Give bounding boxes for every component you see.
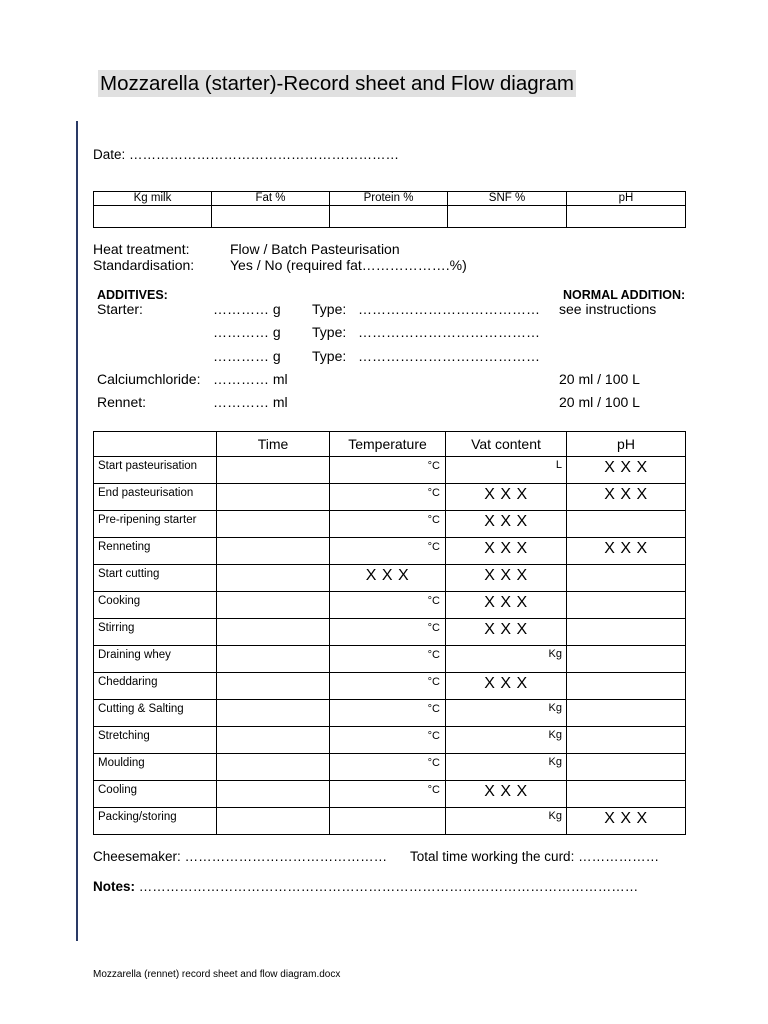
time-cell[interactable] <box>217 619 330 646</box>
time-cell[interactable] <box>217 673 330 700</box>
unit-label: L <box>555 459 562 471</box>
unit-label: Kg <box>548 729 562 741</box>
vat-cell <box>446 511 567 538</box>
starter-type-label-2: Type: <box>312 324 347 340</box>
step-cell <box>94 619 217 646</box>
time-cell[interactable] <box>217 565 330 592</box>
starter-type-label-3: Type: <box>312 348 347 364</box>
vat-cell <box>446 781 567 808</box>
unit-label: Kg <box>548 702 562 714</box>
temp-cell[interactable] <box>330 700 446 727</box>
starter-type-field-2[interactable]: ………………………………… <box>358 324 540 340</box>
celsius-unit: °C <box>427 703 440 715</box>
celsius-unit: °C <box>427 730 440 742</box>
heat-treatment-value: Flow / Batch Pasteurisation <box>230 241 400 257</box>
step-cell <box>94 727 217 754</box>
not-applicable-mark: X X X <box>484 540 528 557</box>
ph-cell <box>567 484 686 511</box>
step-cell <box>94 484 217 511</box>
time-cell[interactable] <box>217 754 330 781</box>
table-row <box>94 484 686 511</box>
step-cell <box>94 673 217 700</box>
temp-cell[interactable] <box>330 538 446 565</box>
vat-cell[interactable] <box>446 727 567 754</box>
time-cell[interactable] <box>217 484 330 511</box>
step-label: Stretching <box>98 730 150 742</box>
step-label: Stirring <box>98 622 135 634</box>
ph-cell[interactable] <box>567 646 686 673</box>
calciumchloride-qty[interactable]: ………… ml <box>213 371 288 387</box>
header-vat-content: Vat content <box>446 432 567 457</box>
date-field[interactable]: …………………………………………………… <box>129 147 400 162</box>
header-step <box>94 432 217 457</box>
page-title: Mozzarella (starter)-Record sheet and Flow diagram <box>100 72 574 95</box>
table-row <box>94 754 686 781</box>
cell-protein[interactable] <box>330 206 448 228</box>
celsius-unit: °C <box>427 514 440 526</box>
step-cell <box>94 754 217 781</box>
not-applicable-mark: X X X <box>484 513 528 530</box>
calciumchloride-label: Calciumchloride: <box>97 371 201 387</box>
standardisation-value: Yes / No (required fat……………….%) <box>230 257 467 273</box>
cheesemaker-label: Cheesemaker: <box>93 849 181 864</box>
unit-label: Kg <box>548 756 562 768</box>
milk-composition-table <box>93 191 686 228</box>
vat-cell[interactable] <box>446 754 567 781</box>
temp-cell[interactable] <box>330 646 446 673</box>
not-applicable-mark: X X X <box>484 567 528 584</box>
header-fat: Fat % <box>212 192 330 206</box>
step-cell <box>94 565 217 592</box>
temp-cell[interactable] <box>330 511 446 538</box>
header-protein: Protein % <box>330 192 448 206</box>
not-applicable-mark: X X X <box>604 459 648 476</box>
step-label: Renneting <box>98 541 151 553</box>
process-table <box>93 431 686 835</box>
ph-cell[interactable] <box>567 754 686 781</box>
temp-cell[interactable] <box>330 673 446 700</box>
step-cell <box>94 808 217 835</box>
step-cell <box>94 592 217 619</box>
time-cell[interactable] <box>217 511 330 538</box>
rennet-label: Rennet: <box>97 394 147 410</box>
time-cell[interactable] <box>217 646 330 673</box>
time-cell[interactable] <box>217 700 330 727</box>
cell-fat[interactable] <box>212 206 330 228</box>
step-label: End pasteurisation <box>98 487 194 499</box>
table-row <box>94 538 686 565</box>
table-row <box>94 592 686 619</box>
total-time-field[interactable]: ……………… <box>578 849 660 864</box>
starter-type-label-1: Type: <box>312 301 347 317</box>
step-label: Cheddaring <box>98 676 158 688</box>
celsius-unit: °C <box>427 541 440 553</box>
step-label: Draining whey <box>98 649 171 661</box>
notes-row <box>93 879 638 894</box>
cell-ph[interactable] <box>567 206 686 228</box>
notes-label: Notes: <box>93 879 136 894</box>
step-cell <box>94 646 217 673</box>
time-cell[interactable] <box>217 727 330 754</box>
table-row <box>94 565 686 592</box>
starter-type-field-3[interactable]: ………………………………… <box>358 348 540 364</box>
starter-qty-1[interactable]: ………… g <box>213 301 281 317</box>
header-time: Time <box>217 432 330 457</box>
table-row <box>94 808 686 835</box>
footer-filename: Mozzarella (rennet) record sheet and flow diagram.docx <box>93 969 341 980</box>
ph-cell[interactable] <box>567 565 686 592</box>
cell-snf[interactable] <box>448 206 567 228</box>
ph-cell[interactable] <box>567 673 686 700</box>
rennet-qty[interactable]: ………… ml <box>213 394 288 410</box>
not-applicable-mark: X X X <box>484 783 528 800</box>
not-applicable-mark: X X X <box>484 621 528 638</box>
table-row <box>94 619 686 646</box>
vat-cell <box>446 538 567 565</box>
not-applicable-mark: X X X <box>604 486 648 503</box>
starter-qty-3[interactable]: ………… g <box>213 348 281 364</box>
heat-treatment-label: Heat treatment: <box>93 241 190 257</box>
total-time-label: Total time working the curd: <box>410 849 575 864</box>
step-label: Moulding <box>98 757 145 769</box>
temp-cell <box>330 565 446 592</box>
temp-cell[interactable] <box>330 754 446 781</box>
time-cell[interactable] <box>217 781 330 808</box>
starter-type-field-1[interactable]: ………………………………… <box>358 301 540 317</box>
temp-cell[interactable] <box>330 808 446 835</box>
not-applicable-mark: X X X <box>604 810 648 827</box>
ph-cell[interactable] <box>567 727 686 754</box>
rennet-normal: 20 ml / 100 L <box>559 394 640 410</box>
step-cell <box>94 457 217 484</box>
table-row <box>94 457 686 484</box>
celsius-unit: °C <box>427 460 440 472</box>
step-label: Start pasteurisation <box>98 460 198 472</box>
ph-cell[interactable] <box>567 700 686 727</box>
ph-cell <box>567 538 686 565</box>
step-label: Packing/storing <box>98 811 177 823</box>
temp-cell[interactable] <box>330 484 446 511</box>
celsius-unit: °C <box>427 487 440 499</box>
celsius-unit: °C <box>427 784 440 796</box>
margin-line <box>76 121 78 941</box>
table-row <box>94 511 686 538</box>
celsius-unit: °C <box>427 676 440 688</box>
table-row <box>94 673 686 700</box>
vat-cell <box>446 565 567 592</box>
not-applicable-mark: X X X <box>484 594 528 611</box>
starter-normal: see instructions <box>559 301 657 317</box>
not-applicable-mark: X X X <box>365 567 410 584</box>
not-applicable-mark: X X X <box>604 540 648 557</box>
date-label: Date: <box>93 147 126 162</box>
step-label: Cooling <box>98 784 137 796</box>
step-label: Cutting & Salting <box>98 703 184 715</box>
cheesemaker-field[interactable]: ……………………………………… <box>184 849 388 864</box>
normal-addition-heading: NORMAL ADDITION: <box>563 288 686 302</box>
ph-cell[interactable] <box>567 592 686 619</box>
header-temperature: Temperature <box>330 432 446 457</box>
ph-cell[interactable] <box>567 511 686 538</box>
date-row <box>93 147 399 162</box>
temp-cell[interactable] <box>330 781 446 808</box>
notes-field[interactable]: ………………………………………………………………………………………………… <box>138 879 639 894</box>
calciumchloride-normal: 20 ml / 100 L <box>559 371 640 387</box>
table-row <box>94 646 686 673</box>
vat-cell <box>446 592 567 619</box>
header-ph: pH <box>567 192 686 206</box>
header-ph: pH <box>567 432 686 457</box>
total-time-row <box>410 849 659 864</box>
time-cell[interactable] <box>217 592 330 619</box>
header-kg-milk: Kg milk <box>94 192 212 206</box>
vat-cell[interactable] <box>446 457 567 484</box>
table-row <box>94 727 686 754</box>
cheesemaker-row <box>93 849 387 864</box>
step-label: Start cutting <box>98 568 160 580</box>
ph-cell <box>567 808 686 835</box>
time-cell[interactable] <box>217 457 330 484</box>
ph-cell <box>567 457 686 484</box>
starter-qty-2[interactable]: ………… g <box>213 324 281 340</box>
step-cell <box>94 538 217 565</box>
table-row <box>94 700 686 727</box>
step-label: Pre-ripening starter <box>98 514 197 526</box>
not-applicable-mark: X X X <box>484 675 528 692</box>
celsius-unit: °C <box>427 595 440 607</box>
vat-cell[interactable] <box>446 808 567 835</box>
step-cell <box>94 511 217 538</box>
step-cell <box>94 700 217 727</box>
ph-cell[interactable] <box>567 619 686 646</box>
vat-cell <box>446 619 567 646</box>
celsius-unit: °C <box>427 649 440 661</box>
temp-cell[interactable] <box>330 457 446 484</box>
temp-cell[interactable] <box>330 619 446 646</box>
not-applicable-mark: X X X <box>484 486 528 503</box>
starter-label: Starter: <box>97 301 143 317</box>
celsius-unit: °C <box>427 622 440 634</box>
ph-cell[interactable] <box>567 781 686 808</box>
standardisation-label: Standardisation: <box>93 257 195 273</box>
vat-cell[interactable] <box>446 700 567 727</box>
cell-kg-milk[interactable] <box>94 206 212 228</box>
unit-label: Kg <box>548 810 562 822</box>
time-cell[interactable] <box>217 808 330 835</box>
celsius-unit: °C <box>427 757 440 769</box>
time-cell[interactable] <box>217 538 330 565</box>
vat-cell <box>446 673 567 700</box>
table-row <box>94 781 686 808</box>
header-snf: SNF % <box>448 192 567 206</box>
unit-label: Kg <box>548 648 562 660</box>
additives-heading: ADDITIVES: <box>97 288 168 302</box>
step-cell <box>94 781 217 808</box>
temp-cell[interactable] <box>330 727 446 754</box>
vat-cell[interactable] <box>446 646 567 673</box>
temp-cell[interactable] <box>330 592 446 619</box>
step-label: Cooking <box>98 595 141 607</box>
vat-cell <box>446 484 567 511</box>
